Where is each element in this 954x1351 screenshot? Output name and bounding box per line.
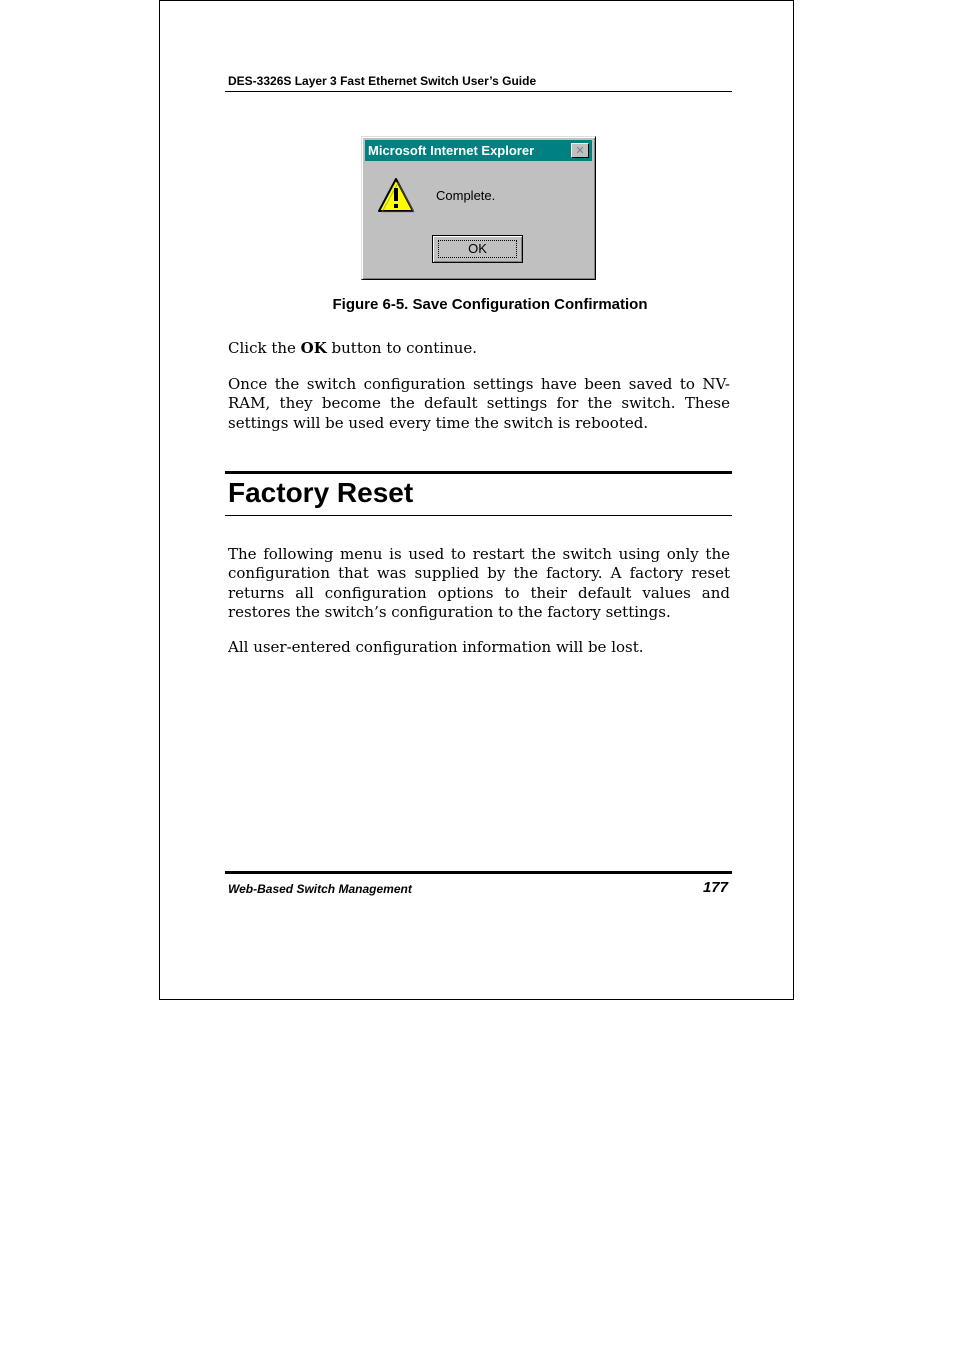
close-icon[interactable]: ✕ [571, 143, 589, 158]
page-number: 177 [702, 879, 728, 896]
p1-text-after: button to continue. [326, 339, 478, 357]
section-rule-bottom [225, 515, 732, 516]
dialog-titlebar [365, 140, 592, 161]
paragraph-click-ok [228, 339, 730, 358]
dialog-title: Microsoft Internet Explorer [368, 143, 535, 158]
section-rule-top [225, 471, 732, 474]
header-rule [225, 91, 732, 92]
section-title: Factory Reset [228, 477, 414, 508]
paragraph-nvram: Once the switch configuration settings have been saved to NV-RAM, they become the default settings for the switch. These settings will be used every time the switch is rebooted. [228, 375, 730, 432]
p1-text-before: Click the [228, 339, 301, 357]
ok-button[interactable] [432, 235, 523, 263]
ok-button-label: OK [468, 241, 487, 256]
paragraph-factory-reset: The following menu is used to restart the switch using only the configuration that was supplied by the factory. A factory reset returns all configuration options to their default values and restores the switch’s configuration to the factory settings. [228, 545, 730, 621]
footer-rule [225, 871, 732, 874]
p1-bold-ok: OK [300, 339, 327, 357]
dialog-message: Complete. [436, 188, 496, 203]
save-confirmation-dialog [361, 136, 596, 280]
footer-section: Web-Based Switch Management [228, 882, 412, 896]
running-header: DES-3326S Layer 3 Fast Ethernet Switch User’s Guide [228, 74, 537, 88]
warning-icon [376, 175, 416, 215]
paragraph-data-loss: All user-entered configuration information will be lost. [228, 638, 644, 656]
figure-caption: Figure 6-5. Save Configuration Confirmation [332, 296, 648, 313]
